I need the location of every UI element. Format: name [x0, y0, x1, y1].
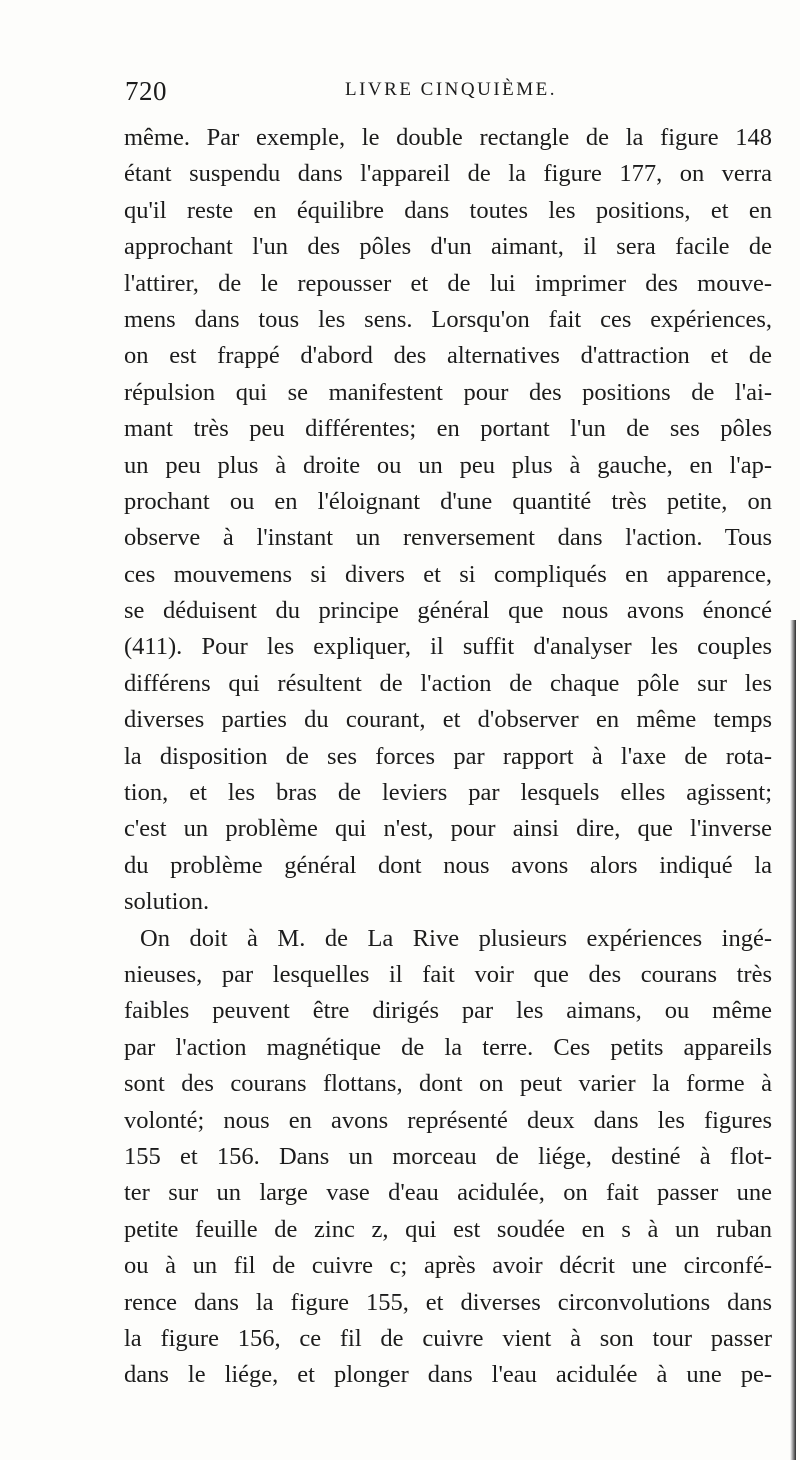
text-line: rence dans la figure 155, et diverses circonvolutions dans [124, 1288, 772, 1316]
text-line: du problème général dont nous avons alors indiqué la [124, 851, 772, 879]
text-line: se déduisent du principe général que nous avons énoncé [124, 597, 772, 625]
text-line: (411). Pour les expliquer, il suffit d'analyser les couples [124, 633, 772, 661]
text-line: la figure 156, ce fil de cuivre vient à son tour passer [124, 1324, 772, 1352]
text-line: volonté; nous en avons représenté deux dans les figures [124, 1106, 772, 1134]
text-line: tion, et les bras de leviers par lesquels elles agissent; [124, 779, 772, 807]
text-line: ces mouvemens si divers et si compliqués en apparence, [124, 560, 772, 588]
text-line: approchant l'un des pôles d'un aimant, il sera facile de [124, 233, 772, 261]
text-line: faibles peuvent être dirigés par les aimans, ou même [124, 997, 772, 1025]
text-line: sont des courans flottans, dont on peut varier la forme à [124, 1070, 772, 1098]
text-line: petite feuille de zinc z, qui est soudée en s à un ruban [124, 1215, 772, 1243]
text-line: observe à l'instant un renversement dans l'action. Tous [124, 524, 772, 552]
text-line: mens dans tous les sens. Lorsqu'on fait ces expériences, [124, 305, 772, 333]
text-line: qu'il reste en équilibre dans toutes les positions, et en [124, 196, 772, 224]
text-line-paragraph-start: On doit à M. de La Rive plusieurs expériences ingé- [140, 924, 772, 952]
text-line: différens qui résultent de l'action de chaque pôle sur les [124, 669, 772, 697]
running-title: LIVRE CINQUIÈME. [345, 79, 558, 100]
text-line: 155 et 156. Dans un morceau de liége, destiné à flot- [124, 1142, 772, 1170]
running-head [125, 76, 775, 116]
text-line: c'est un problème qui n'est, pour ainsi dire, que l'inverse [124, 815, 772, 843]
text-line: dans le liége, et plonger dans l'eau acidulée à une pe- [124, 1361, 772, 1389]
text-line: l'attirer, de le repousser et de lui imprimer des mouve- [124, 269, 772, 297]
text-line: diverses parties du courant, et d'observer en même temps [124, 706, 772, 734]
text-line: prochant ou en l'éloignant d'une quantité très petite, on [124, 487, 772, 515]
text-line-paragraph-end: solution. [124, 888, 210, 916]
text-line: ter sur un large vase d'eau acidulée, on fait passer une [124, 1179, 772, 1207]
text-line: ou à un fil de cuivre c; après avoir décrit une circonfé- [124, 1252, 772, 1280]
text-line: un peu plus à droite ou un peu plus à gauche, en l'ap- [124, 451, 772, 479]
text-line: même. Par exemple, le double rectangle de la figure 148 [124, 124, 772, 151]
page-number: 720 [125, 76, 167, 106]
text-line: la disposition de ses forces par rapport à l'axe de rota- [124, 742, 772, 770]
text-line: mant très peu différentes; en portant l'un de ses pôles [124, 415, 772, 443]
page-edge-shadow [790, 620, 796, 1460]
text-line: nieuses, par lesquelles il fait voir que des courans très [124, 960, 772, 988]
text-line: étant suspendu dans l'appareil de la figure 177, on verra [124, 160, 772, 188]
body-text [124, 120, 772, 1394]
text-line: on est frappé d'abord des alternatives d'attraction et de [124, 342, 772, 370]
text-line: par l'action magnétique de la terre. Ces petits appareils [124, 1033, 772, 1061]
text-line: répulsion qui se manifestent pour des positions de l'ai- [124, 378, 772, 406]
